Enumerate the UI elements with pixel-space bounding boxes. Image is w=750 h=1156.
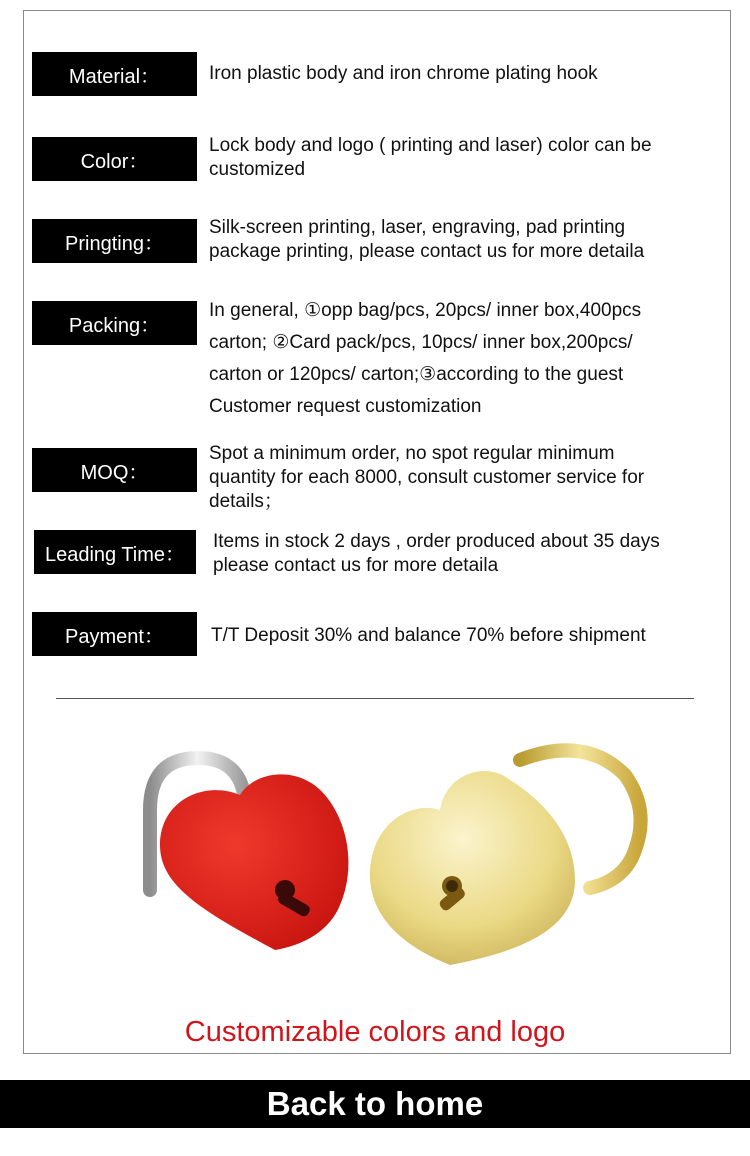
spec-label: Pringting： (32, 219, 197, 263)
spec-label: MOQ： (32, 448, 197, 492)
caption: Customizable colors and logo (184, 1016, 566, 1048)
spec-value: T/T Deposit 30% and balance 70% before shipment (211, 625, 646, 646)
spec-value: In general, ①opp bag/pcs, 20pcs/ inner box,400pcs carton; ②Card pack/pcs, 10pcs/ inner box,200pcs/ carton or 120pcs/ carton;③according to the guest Customer request customization (209, 300, 642, 417)
spec-label: Material： (32, 52, 197, 96)
heart-locks-image (80, 740, 670, 980)
spec-label: Leading Time： (34, 530, 196, 574)
spec-label: Payment： (32, 612, 197, 656)
spec-value: Silk-screen printing, laser, engraving, pad printing package printing, please contact us for more detaila (209, 217, 645, 262)
spec-value: Lock body and logo ( printing and laser) color can be customized (209, 135, 652, 180)
spec-label: Packing： (32, 301, 197, 345)
divider (56, 698, 694, 699)
spec-value: Items in stock 2 days , order produced about 35 days please contact us for more detaila (213, 531, 660, 576)
spec-value: Iron plastic body and iron chrome plating hook (209, 63, 598, 84)
spec-label: Color： (32, 137, 197, 181)
gold-heart-lock (370, 771, 575, 965)
back-to-home-button[interactable]: Back to home (0, 1080, 750, 1128)
spec-value: Spot a minimum order, no spot regular minimum quantity for each 8000, consult customer service for details； (209, 443, 645, 512)
red-heart-lock (160, 774, 348, 950)
